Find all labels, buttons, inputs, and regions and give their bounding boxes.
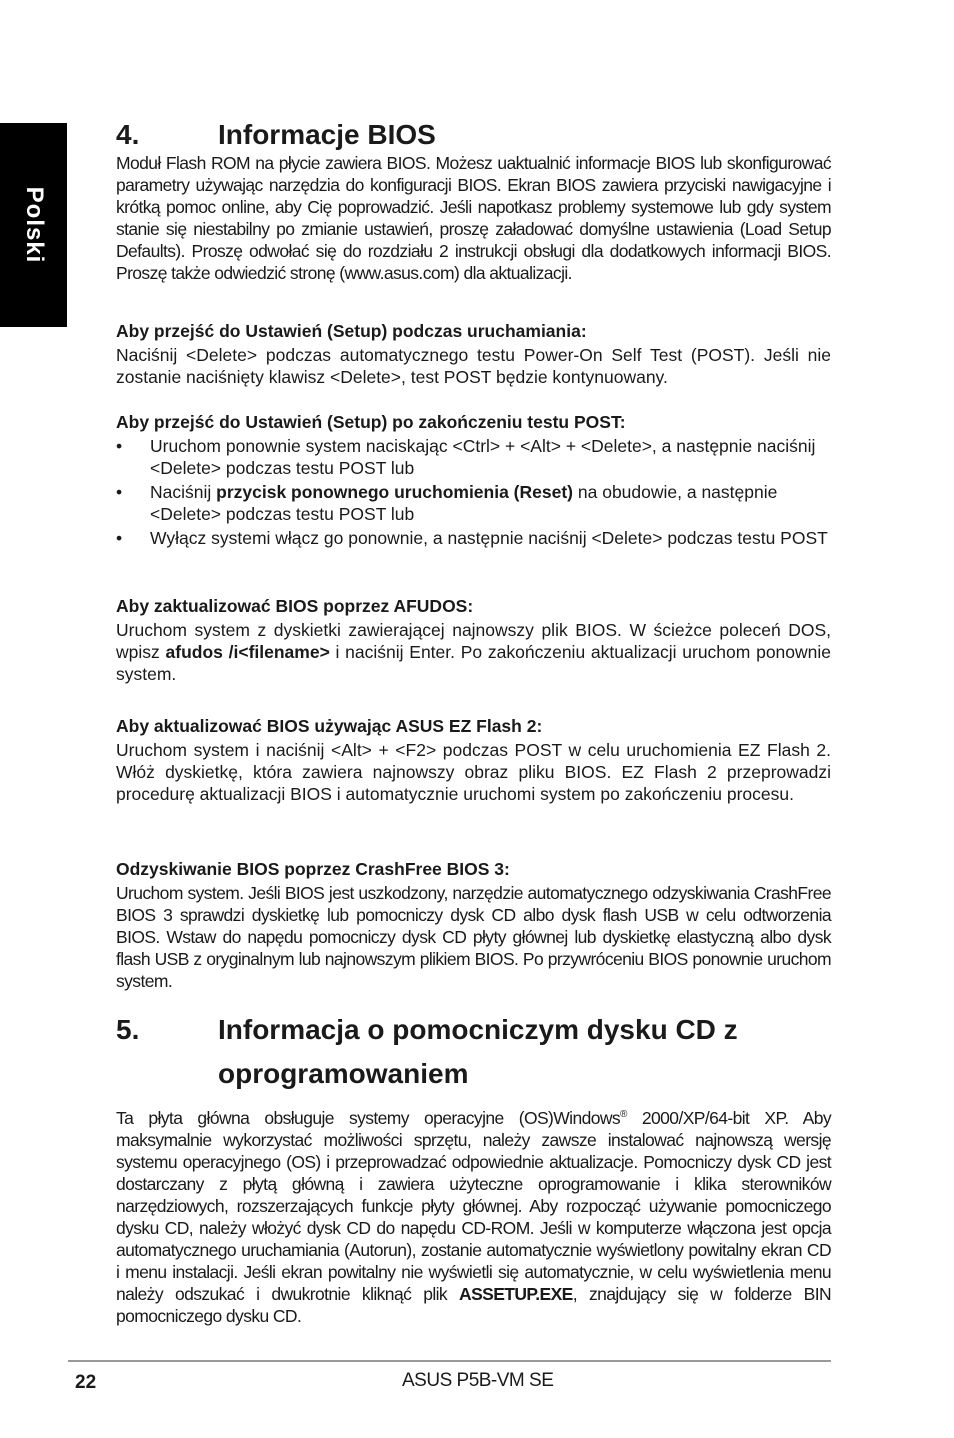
- subsection-ezflash: [116, 715, 831, 805]
- page-number: 22: [75, 1372, 97, 1393]
- section-5-text-end: , znajdujący się w folderze BIN pomocniczego dysku CD.: [116, 1283, 832, 1326]
- afudos-text-end: i naciśnij Enter. Po zakończeniu aktualizacji uruchom ponownie system.: [116, 642, 832, 684]
- registered-mark: ®: [620, 1109, 627, 1120]
- section-4-intro: Moduł Flash ROM na płycie zawiera BIOS. Możesz uaktualnić informacje BIOS lub skonfigurować parametry używając narzędzia do konfiguracji BIOS. Ekran BIOS zawiera przyciski nawigacyjne i krótką pomoc online, aby Cię poprowadzić. Jeśli napotkasz problemy systemowe lub gdy system stanie się niestabilny po zmianie ustawień, proszę załadować domyślne ustawienia (Load Setup Defaults). Proszę odwołać się do rozdziału 2 instrukcji obsługi dla dodatkowych informacji BIOS. Proszę także odwiedzić stronę (www.asus.com) dla aktualizacji.: [116, 153, 831, 283]
- section-5-text-start: Ta płyta główna obsługuje systemy operacyjne (OS)Windows: [116, 1107, 621, 1128]
- subsection-post-heading: Aby przejść do Ustawień (Setup) po zakończeniu testu POST:: [116, 412, 626, 432]
- subsection-crashfree: [116, 858, 831, 992]
- section-4-title: Informacje BIOS: [218, 119, 436, 150]
- section-5-heading: [116, 1008, 831, 1096]
- bullet: •: [116, 482, 123, 502]
- list-item: [116, 435, 831, 479]
- post-options-list: [116, 435, 831, 549]
- product-model: ASUS P5B-VM SE: [402, 1370, 554, 1391]
- section-4-heading: [116, 118, 831, 152]
- list-item: [116, 527, 831, 549]
- list-item-text: Wyłącz systemi włącz go ponownie, a następnie naciśnij <Delete> podczas testu POST: [150, 528, 828, 548]
- language-tab: [0, 123, 67, 327]
- list-item-text: Naciśnij: [150, 482, 217, 502]
- assetup-filename: ASSETUP.EXE: [459, 1283, 573, 1304]
- section-5-title: Informacja o pomocniczym dysku CD z oprogramowaniem: [218, 1014, 738, 1089]
- subsection-afudos-heading: Aby zaktualizować BIOS poprzez AFUDOS:: [116, 596, 474, 616]
- list-item-text: Uruchom ponownie system naciskając <Ctrl> + <Alt> + <Delete>, a następnie naciśnij <Delete> podczas testu POST lub: [150, 436, 816, 478]
- afudos-command: afudos /i<filename>: [165, 642, 330, 662]
- language-tab-label: Polski: [20, 186, 48, 264]
- subsection-boot-heading: Aby przejść do Ustawień (Setup) podczas uruchamiania:: [116, 321, 587, 341]
- section-5-text-middle: 2000/XP/64-bit XP. Aby maksymalnie wykorzystać możliwości sprzętu, należy zawsze instalować najnowszą wersję systemu operacyjnego (OS) i przeprowadzać odpowiednie aktualizacje. Pomocniczy dysk CD jest dostarczany z płytą główną i zawiera użyteczne oprogramowanie i klika sterowników narzędziowych, rozszerzających funkcje płyty głównej. Aby rozpocząć używanie pomocniczego dysku CD, należy włożyć dysk CD do napędu CD-ROM. Jeśli w komputerze włączona jest opcja automatycznego uruchamiania (Autorun), zostanie automatycznie wyświetlony powitalny ekran CD i menu instalacji. Jeśli ekran powitalny nie wyświetli się automatycznie, w celu wyświetlenia menu należy odszukać i dwukrotnie kliknąć plik: [116, 1107, 831, 1304]
- subsection-crashfree-text: Uruchom system. Jeśli BIOS jest uszkodzony, narzędzie automatycznego odzyskiwania CrashFree BIOS 3 sprawdzi dyskietkę lub pomocniczy dysk CD albo dysk flash USB w celu odtworzenia BIOS. Wstaw do napędu pomocniczy dysk CD płyty głównej lub dyskietkę elastyczną albo dysk flash USB z oryginalnym lub najnowszym plikiem BIOS. Po przywróceniu BIOS ponownie uruchom system.: [116, 883, 831, 991]
- subsection-boot: [116, 320, 831, 388]
- bullet: •: [116, 528, 123, 548]
- list-item-text: na obudowie, a następnie <Delete> podczas testu POST lub: [150, 482, 778, 524]
- section-4-number: 4.: [116, 119, 140, 150]
- subsection-crashfree-heading: Odzyskiwanie BIOS poprzez CrashFree BIOS 3:: [116, 859, 510, 879]
- subsection-ezflash-heading: Aby aktualizować BIOS używając ASUS EZ Flash 2:: [116, 716, 543, 736]
- subsection-post: [116, 411, 831, 551]
- footer-divider: [68, 1360, 831, 1362]
- subsection-ezflash-text: Uruchom system i naciśnij <Alt> + <F2> podczas POST w celu uruchomienia EZ Flash 2. Włóż dyskietkę, która zawiera najnowszy obraz pliku BIOS. EZ Flash 2 przeprowadzi procedurę aktualizacji BIOS i automatycznie uruchomi system po zakończeniu procesu.: [116, 740, 831, 804]
- section-4: [116, 118, 831, 284]
- bullet: •: [116, 436, 123, 456]
- section-5-text: [116, 1104, 831, 1327]
- afudos-text-start: Uruchom system z dyskietki zawierającej najnowszy plik BIOS. W ścieżce poleceń DOS, wpisz: [116, 620, 831, 662]
- reset-button-text: przycisk ponownego uruchomienia (Reset): [216, 482, 574, 502]
- list-item: [116, 481, 831, 525]
- section-5: [116, 1008, 831, 1327]
- subsection-afudos-text: [116, 619, 831, 685]
- subsection-afudos: [116, 595, 831, 685]
- section-5-number: 5.: [116, 1014, 140, 1045]
- subsection-boot-text: Naciśnij <Delete> podczas automatycznego testu Power-On Self Test (POST). Jeśli nie zostanie naciśnięty klawisz <Delete>, test POST będzie kontynuowany.: [116, 345, 831, 387]
